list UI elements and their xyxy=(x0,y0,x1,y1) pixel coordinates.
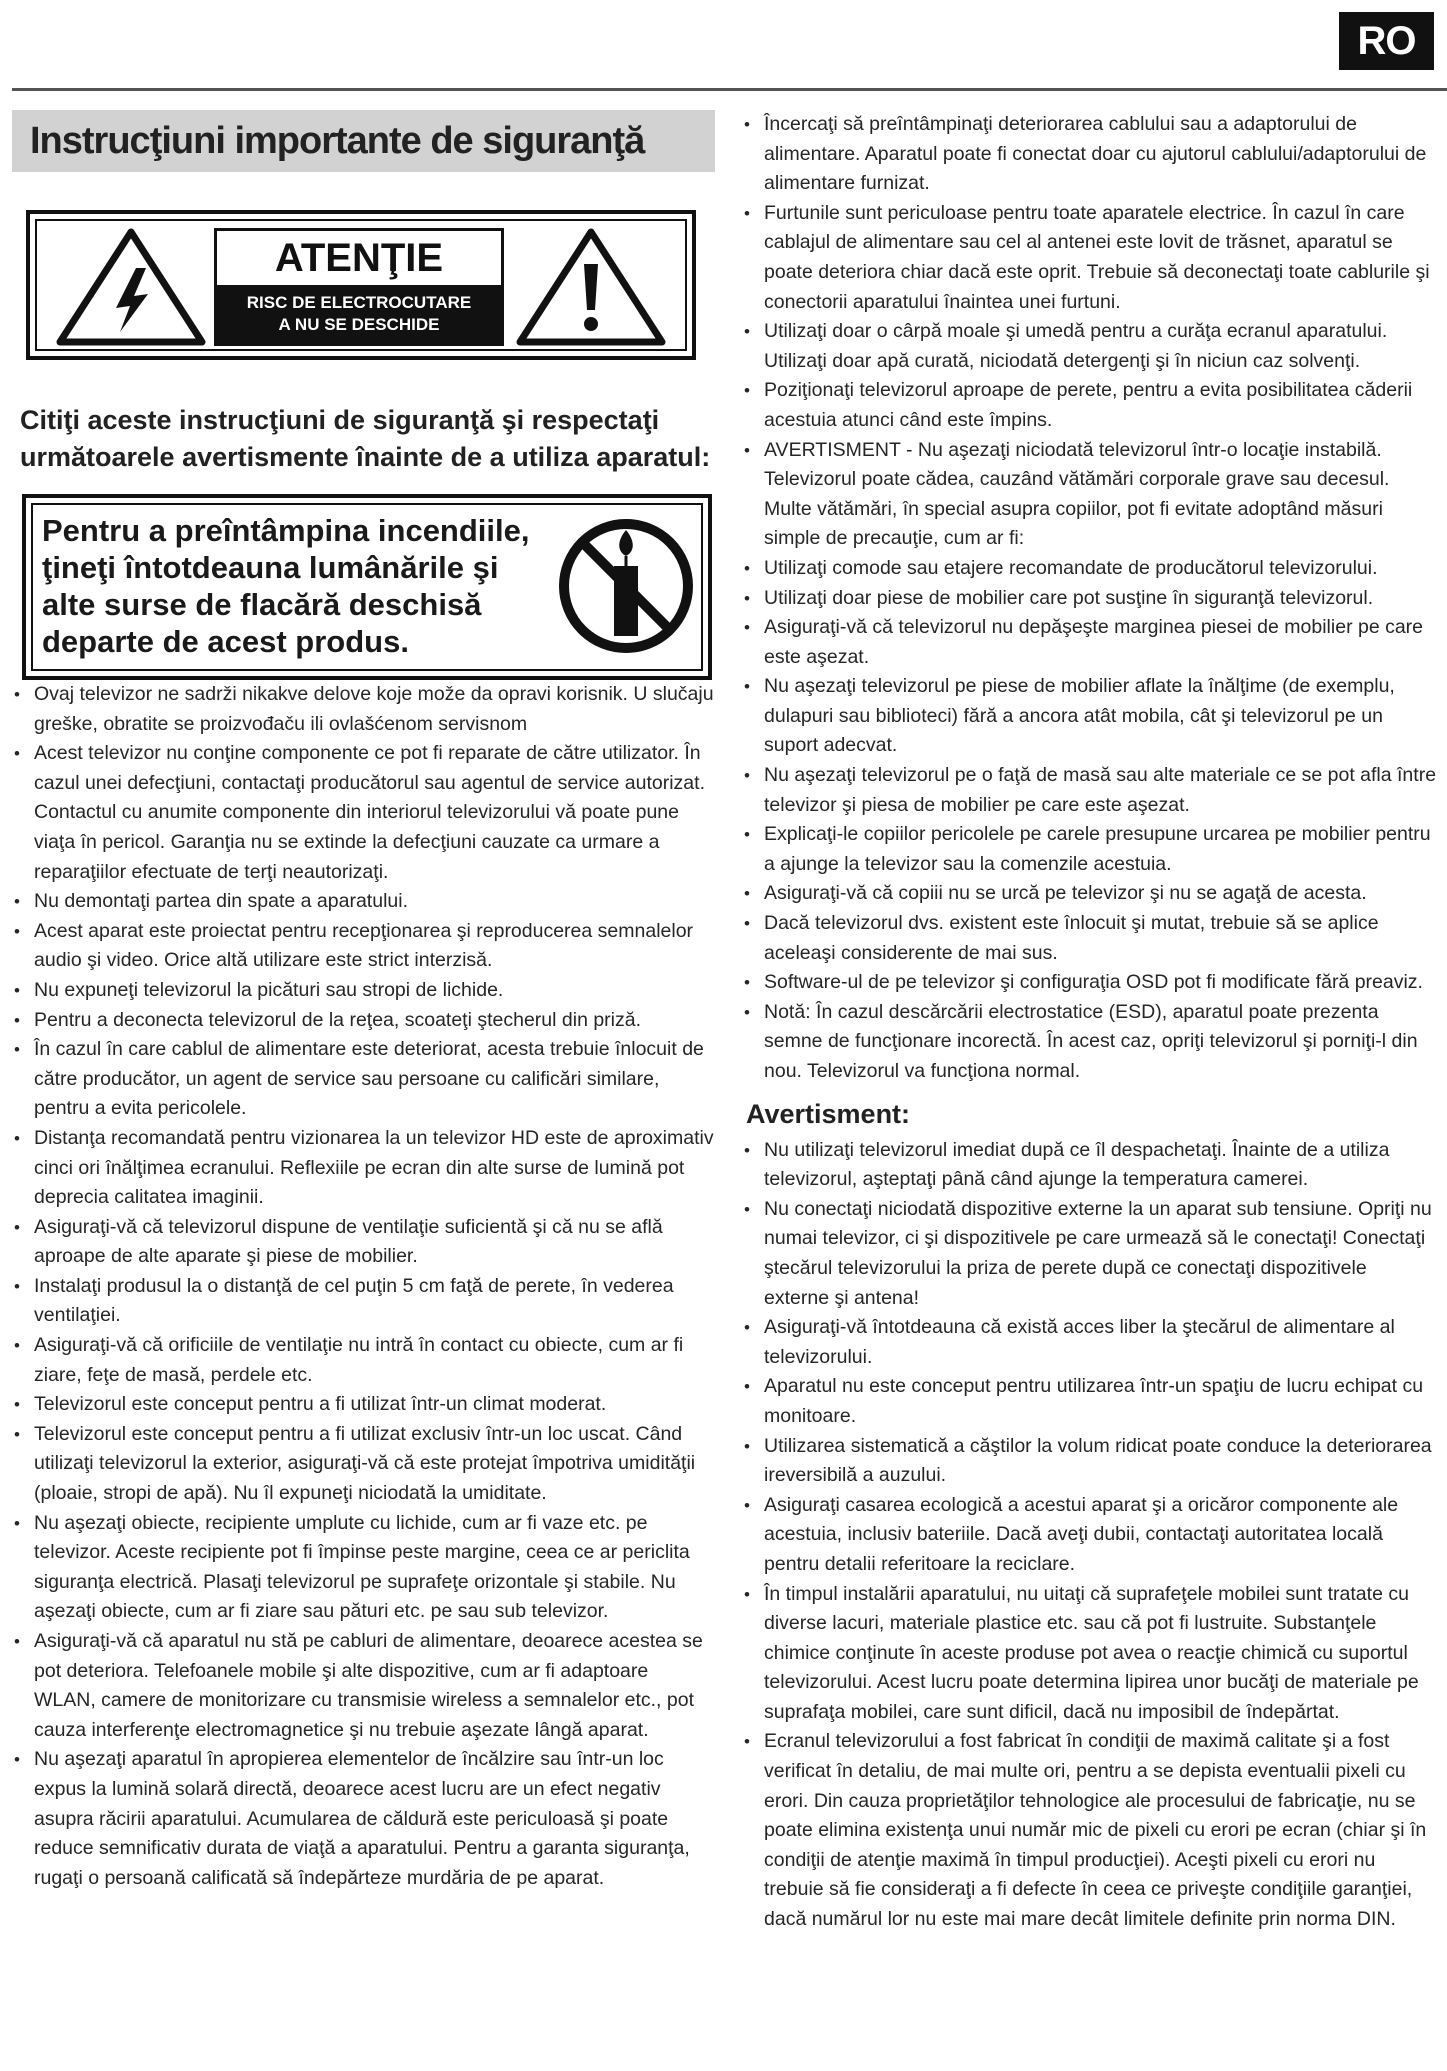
list-item: • Software-ul de pe televizor şi configuraţia OSD pot fi modificate fără preaviz. xyxy=(742,968,1437,998)
list-item: • Poziţionaţi televizorul aproape de perete, pentru a evita posibilitatea căderii acestuia atunci când este împins. xyxy=(742,376,1437,435)
list-item: • Încercaţi să preîntâmpinaţi deteriorarea cablului sau a adaptorului de alimentare. Aparatul poate fi conectat doar cu ajutorul cablului/adaptorului de alimentare furnizat. xyxy=(742,110,1437,199)
header-divider xyxy=(12,88,1447,91)
warning-heading: Avertisment: xyxy=(746,1098,911,1129)
do-not-open-text: A NU SE DESCHIDE xyxy=(278,315,440,334)
list-item: • Televizorul este conceput pentru a fi utilizat exclusiv într-un loc uscat. Când utilizaţi televizorul la exterior, asiguraţi-vă că este protejat împotriva umidităţii (ploaie, stropi de apă). Nu îl expuneţi niciodată la umiditate. xyxy=(12,1420,715,1509)
list-item: • Utilizaţi doar o cârpă moale şi umedă pentru a curăţa ecranul aparatului. Utilizaţi doar apă curată, niciodată detergenţi şi în niciun caz solvenţi. xyxy=(742,317,1437,376)
list-item: • Asiguraţi-vă că aparatul nu stă pe cabluri de alimentare, deoarece acestea se pot deteriora. Telefoanele mobile şi alte dispozitive, cum ar fi adaptoare WLAN, camere de monitorizare cu transmisie wireless a semnalelor etc., pot cauza interferenţe electromagnetice şi nu trebuie aşezate lângă aparat. xyxy=(12,1627,715,1745)
list-item: • Nu aşezaţi aparatul în apropierea elementelor de încălzire sau într-un loc expus la lumină solară directă, deoarece acest lucru are un efect negativ asupra răcirii aparatului. Acumularea de căldură este periculoasă şi poate reduce semnificativ durata de viaţă a aparatului. Pentru a garanta siguranţa, rugaţi o persoană calificată să îndepărteze murdăria de pe aparat. xyxy=(12,1745,715,1893)
warning-list xyxy=(742,1136,1437,1935)
list-item: • Nu demontaţi partea din spate a aparatului. xyxy=(12,887,715,917)
list-item: • Ecranul televizorului a fost fabricat în condiţii de maximă calitate şi a fost verificat în detaliu, de mai multe ori, pentru a se depista eventualii pixeli cu erori. Din cauza proprietăţilor tehnologice ale procesului de fabricaţie, nu se poate elimina existenţa unui număr mic de pixeli cu erori pe ecran (chiar şi în condiţii de atenţie maximă în timpul producţiei). Aceşti pixeli cu erori nu trebuie să fie consideraţi a fi defecte în ceea ce priveşte condiţiile garanţiei, dacă numărul lor nu este mai mare decât limitele definite prin norma DIN. xyxy=(742,1727,1437,1934)
attention-subtitle xyxy=(217,285,501,343)
list-item: • Acest televizor nu conţine componente ce pot fi reparate de către utilizator. În cazul unei defecţiuni, contactaţi producătorul sau agentul de service autorizat. Contactul cu anumite componente din interiorul televizorului vă poate pune viaţa în pericol. Garanţia nu se extinde la defecţiuni cauzate ca urmare a reparaţiilor efectuate de terţi neautorizaţi. xyxy=(12,739,715,887)
safety-list-left xyxy=(12,680,715,1893)
list-item: • Notă: În cazul descărcării electrostatice (ESD), aparatul poate prezenta semne de funcţionare incorectă. În acest caz, opriţi televizorul şi porniţi-l din nou. Televizorul va funcţiona normal. xyxy=(742,998,1437,1087)
list-item: • Dacă televizorul dvs. existent este înlocuit şi mutat, trebuie să se aplice aceleaşi considerente de mai sus. xyxy=(742,909,1437,968)
list-item: • În timpul instalării aparatului, nu uitaţi că suprafeţele mobilei sunt tratate cu diverse lacuri, materiale plastice etc. sau că pot fi lustruite. Substanţele chimice conţinute în aceste produse pot avea o reacţie chimică cu suportul televizorului. Acest lucru poate determina lipirea unor bucăţi de materiale pe suprafaţa mobilei, care sunt dificil, dacă nu imposibil de îndepărtat. xyxy=(742,1580,1437,1728)
list-item: • Utilizaţi doar piese de mobilier care pot susţine în siguranţă televizorul. xyxy=(742,584,1437,614)
right-column xyxy=(742,110,1437,1935)
list-item: • AVERTISMENT - Nu aşezaţi niciodată televizorul într-o locaţie instabilă. Televizorul poate cădea, cauzând vătămări corporale grave sau decesul. Multe vătămări, în special asupra copiilor, pot fi evitate adoptând măsuri simple de precauţie, cum ar fi: xyxy=(742,436,1437,554)
list-item: • Ovaj televizor ne sadrži nikakve delove koje može da opravi korisnik. U slučaju greške, obratite se proizvođaču ili ovlašćenom servisnom xyxy=(12,680,715,739)
fire-notice-text: Pentru a preîntâmpina incendiile, ţineţi întotdeauna lumânările şi alte surse de flacără deschisă departe de acest produs. xyxy=(42,513,530,659)
list-item: • Nu conectaţi niciodată dispozitive externe la un aparat sub tensiune. Opriţi nu numai televizor, ci şi dispozitivele pe care urmează să le conectaţi! Conectaţi ştecărul televizorului la priza de perete după ce conectaţi dispozitivele externe şi antena! xyxy=(742,1195,1437,1313)
list-item: • Asiguraţi-vă că televizorul nu depăşeşte marginea piesei de mobilier pe care este aşezat. xyxy=(742,613,1437,672)
list-item: • Asiguraţi-vă că copiii nu se urcă pe televizor şi nu se agaţă de acesta. xyxy=(742,879,1437,909)
list-item: • Acest aparat este proiectat pentru recepţionarea şi reproducerea semnalelor audio şi video. Orice altă utilizare este strict interzisă. xyxy=(12,917,715,976)
intro-text: Citiţi aceste instrucţiuni de siguranţă şi respectaţi următoarele avertismente înainte de a utiliza aparatul: xyxy=(20,405,711,472)
list-item: • Utilizarea sistematică a căştilor la volum ridicat poate conduce la deteriorarea ireversibilă a auzului. xyxy=(742,1432,1437,1491)
electric-shock-warning-label xyxy=(26,210,696,360)
list-item: • Asiguraţi-vă că televizorul dispune de ventilaţie suficientă şi că nu se află aproape de alte aparate şi piese de mobilier. xyxy=(12,1213,715,1272)
list-item: • Asiguraţi casarea ecologică a acestui aparat şi a oricăror componente ale acestuia, inclusiv bateriile. Dacă aveţi dubii, contactaţi autoritatea locală pentru detalii referitoare la reciclare. xyxy=(742,1491,1437,1580)
list-item: • Nu expuneţi televizorul la picături sau stropi de lichide. xyxy=(12,976,715,1006)
list-item: • Asiguraţi-vă întotdeauna că există acces liber la ştecărul de alimentare al televizorului. xyxy=(742,1313,1437,1372)
list-item: • Instalaţi produsul la o distanţă de cel puţin 5 cm faţă de perete, în vederea ventilaţiei. xyxy=(12,1272,715,1331)
list-item: • Furtunile sunt periculoase pentru toate aparatele electrice. În cazul în care cablajul de alimentare sau cel al antenei este lovit de trăsnet, aparatul se poate deteriora chiar dacă este oprit. Trebuie să deconectaţi toate cablurile şi conectorii aparatului înaintea unei furtuni. xyxy=(742,199,1437,317)
list-item: • Utilizaţi comode sau etajere recomandate de producătorul televizorului. xyxy=(742,554,1437,584)
list-item: • Pentru a deconecta televizorul de la reţea, scoateţi ştecherul din priză. xyxy=(12,1006,715,1036)
list-item: • Nu aşezaţi televizorul pe o faţă de masă sau alte materiale ce se pot afla între televizor şi piesa de mobilier pe care este aşezat. xyxy=(742,761,1437,820)
list-item: • Nu utilizaţi televizorul imediat după ce îl despachetaţi. Înainte de a utiliza televizorul, aşteptaţi până când ajunge la temperatura camerei. xyxy=(742,1136,1437,1195)
language-badge: RO xyxy=(1339,12,1434,70)
page-title: Instrucţiuni importante de siguranţă xyxy=(12,110,715,172)
list-item: • Distanţa recomandată pentru vizionarea la un televizor HD este de aproximativ cinci ori înălţimea ecranului. Reflexiile pe ecran din alte surse de lumină pot deprecia calitatea imaginii. xyxy=(12,1124,715,1213)
attention-panel xyxy=(214,228,504,346)
list-item: • Nu aşezaţi televizorul pe piese de mobilier aflate la înălţime (de exemplu, dulapuri sau biblioteci) fără a ancora atât mobila, cât şi televizorul pe un suport adecvat. xyxy=(742,672,1437,761)
list-item: • Explicaţi-le copiilor pericolele pe carele presupune urcarea pe mobilier pentru a ajunge la televizor sau la comenzile acestuia. xyxy=(742,820,1437,879)
list-item: • Aparatul nu este conceput pentru utilizarea într-un spaţiu de lucru echipat cu monitoare. xyxy=(742,1372,1437,1431)
safety-list-right xyxy=(742,110,1437,1087)
lightning-warning-icon xyxy=(56,228,206,346)
list-item: • În cazul în care cablul de alimentare este deteriorat, acesta trebuie înlocuit de către producător, un agent de service sau persoane cu calificări similare, pentru a evita pericolele. xyxy=(12,1035,715,1124)
attention-title: ATENŢIE xyxy=(274,235,444,280)
shock-risk-text: RISC DE ELECTROCUTARE xyxy=(246,293,472,312)
no-candle-icon xyxy=(556,516,696,656)
exclamation-warning-icon xyxy=(516,228,666,346)
list-item: • Asiguraţi-vă că orificiile de ventilaţie nu intră în contact cu obiecte, cum ar fi ziare, feţe de masă, perdele etc. xyxy=(12,1331,715,1390)
list-item: • Nu aşezaţi obiecte, recipiente umplute cu lichide, cum ar fi vaze etc. pe televizor. Aceste recipiente pot fi împinse peste margine, ceea ce ar periclita siguranţa electrică. Plasaţi televizorul pe suprafeţe orizontale şi stabile. Nu aşezaţi obiecte, cum ar fi ziare sau pături etc. pe sau sub televizor. xyxy=(12,1509,715,1627)
left-column xyxy=(12,110,715,1893)
fire-safety-notice xyxy=(22,494,712,680)
list-item: • Televizorul este conceput pentru a fi utilizat într-un climat moderat. xyxy=(12,1390,715,1420)
